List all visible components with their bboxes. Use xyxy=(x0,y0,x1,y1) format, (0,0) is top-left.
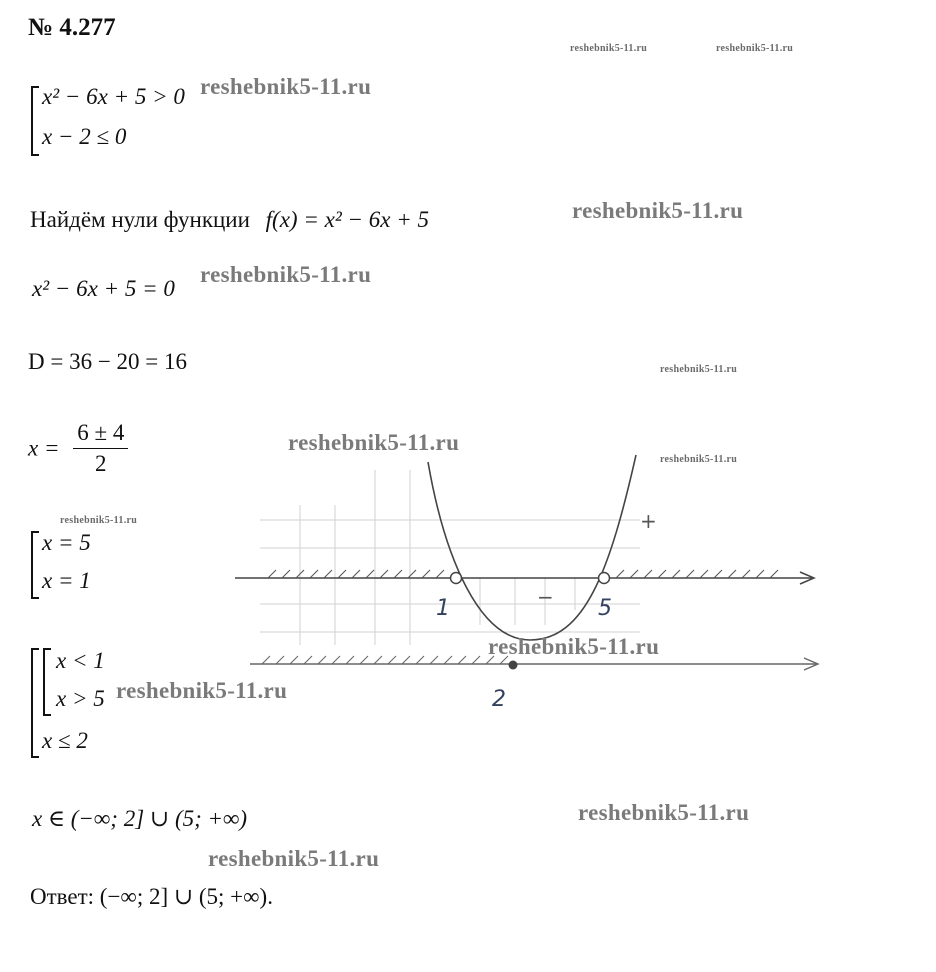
sign-minus: − xyxy=(537,585,554,609)
watermark: reshebnik5-11.ru xyxy=(116,678,288,703)
zeros-intro-function: f(x) = x² − 6x + 5 xyxy=(265,207,429,232)
hatching-left-2 xyxy=(262,656,508,664)
watermark: reshebnik5-11.ru xyxy=(60,515,138,526)
watermark: reshebnik5-11.ru xyxy=(660,364,738,375)
root-formula-lhs: x = xyxy=(28,435,60,461)
answer: Ответ: (−∞; 2] ∪ (5; +∞). xyxy=(30,884,273,909)
sketch-label-5: 5 xyxy=(598,596,612,621)
root-formula-denominator: 2 xyxy=(95,451,107,476)
watermark: reshebnik5-11.ru xyxy=(578,800,750,825)
open-point-1 xyxy=(451,573,462,584)
hatching-right-1 xyxy=(616,570,778,578)
watermark: reshebnik5-11.ru xyxy=(488,634,660,659)
watermark: reshebnik5-11.ru xyxy=(208,846,380,871)
open-point-5 xyxy=(599,573,610,584)
discriminant: D = 36 − 20 = 16 xyxy=(28,349,188,374)
system2-line2: x > 5 xyxy=(56,686,105,711)
system1-line2: x − 2 ≤ 0 xyxy=(42,124,127,149)
watermark: reshebnik5-11.ru xyxy=(572,198,744,223)
sketch-grid xyxy=(260,470,640,645)
system2-line1: x < 1 xyxy=(56,648,105,673)
watermark: reshebnik5-11.ru xyxy=(716,43,794,54)
sketch-label-2: 2 xyxy=(492,687,506,712)
root-formula-numerator: 6 ± 4 xyxy=(73,420,128,449)
sketch-label-1: 1 xyxy=(436,596,450,621)
zeros-intro-text: Найдём нули функции xyxy=(30,207,250,232)
watermark: reshebnik5-11.ru xyxy=(200,74,372,99)
closed-point-2 xyxy=(509,661,518,670)
problem-number: № 4.277 xyxy=(28,14,116,41)
system2-line3: x ≤ 2 xyxy=(42,728,88,753)
solution-set: x ∈ (−∞; 2] ∪ (5; +∞) xyxy=(32,806,248,831)
quadratic-equation: x² − 6x + 5 = 0 xyxy=(32,276,175,301)
root-5: x = 5 xyxy=(42,530,91,555)
root-1: x = 1 xyxy=(42,568,91,593)
sign-plus: + xyxy=(640,509,657,533)
watermark: reshebnik5-11.ru xyxy=(200,262,372,287)
hatching-left-1 xyxy=(268,570,444,578)
watermark: reshebnik5-11.ru xyxy=(288,430,460,455)
system1-line1: x² − 6x + 5 > 0 xyxy=(42,84,185,109)
watermark: reshebnik5-11.ru xyxy=(660,454,738,465)
watermark: reshebnik5-11.ru xyxy=(570,43,648,54)
